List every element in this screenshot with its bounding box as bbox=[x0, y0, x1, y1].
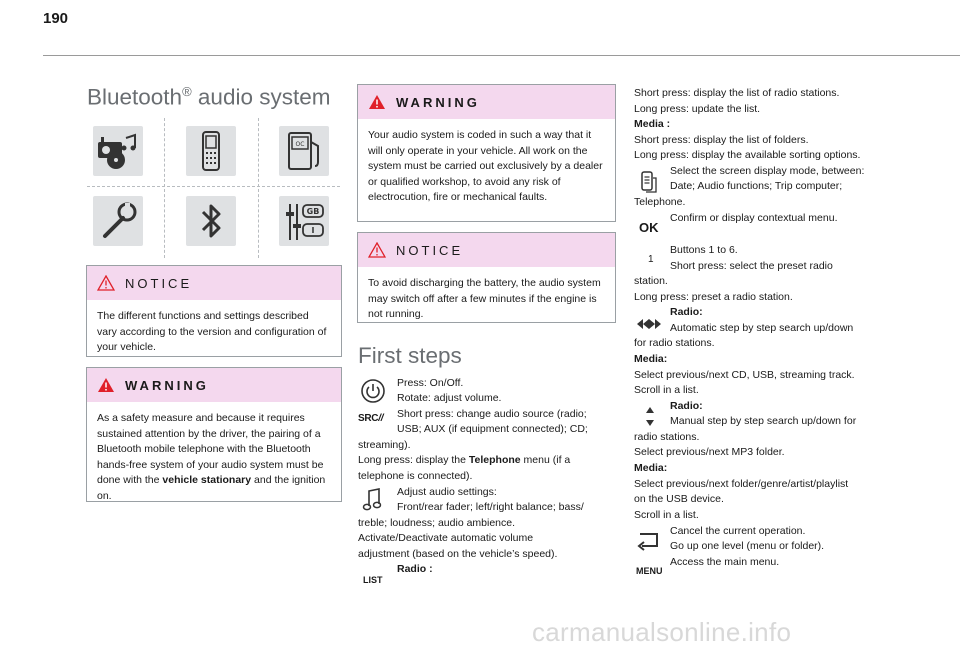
fs-line: Select previous/next MP3 folder. bbox=[634, 446, 785, 458]
warning-box-1 bbox=[86, 367, 342, 502]
header-rule bbox=[43, 55, 960, 56]
notice-label-1: NOTICE bbox=[125, 275, 193, 291]
back-arrow-icon bbox=[636, 530, 662, 552]
wrench-icon bbox=[93, 196, 143, 246]
section-title-main: Bluetooth bbox=[87, 84, 183, 110]
fs-bold: Telephone bbox=[468, 454, 521, 466]
phone-icon bbox=[186, 126, 236, 176]
fs-line: Access the main menu. bbox=[670, 556, 780, 568]
fs-line: Media: bbox=[634, 462, 668, 474]
fs-line: Go up one level (menu or folder). bbox=[670, 540, 825, 552]
fs-line: Telephone. bbox=[634, 196, 686, 208]
notice-text-1: The different functions and settings described vary according to the version and configuration of your vehicle. bbox=[97, 310, 327, 354]
fs-line: for radio stations. bbox=[634, 337, 715, 349]
notice-header-2 bbox=[358, 233, 615, 267]
fs-line: Media : bbox=[634, 118, 671, 130]
warning-triangle-icon bbox=[368, 94, 386, 110]
preset-1-icon: 1 bbox=[648, 254, 654, 265]
fs-line: Radio: bbox=[670, 400, 703, 412]
warning-text-1 bbox=[87, 402, 341, 513]
section-title bbox=[87, 84, 330, 111]
fs-line: Date; Audio functions; Trip computer; bbox=[670, 180, 843, 192]
fuel-pump-oc-label: OC bbox=[295, 141, 305, 148]
watermark: carmanualsonline.info bbox=[532, 617, 792, 647]
fs-line: telephone is connected). bbox=[358, 470, 473, 482]
fs-line: Cancel the current operation. bbox=[670, 525, 806, 537]
fs-line: Radio: bbox=[670, 306, 703, 318]
fs-line: Short press: display the list of radio stations. bbox=[634, 87, 840, 99]
fs-line: Automatic step by step search up/down bbox=[670, 322, 854, 334]
fs-line: Short press: display the list of folders. bbox=[634, 134, 809, 146]
notice-box-1 bbox=[86, 265, 342, 357]
section-title-rest: audio system bbox=[191, 84, 331, 110]
registered-mark: ® bbox=[182, 84, 192, 99]
ok-button-icon: OK bbox=[639, 220, 659, 235]
src-icon-slashes: // bbox=[378, 413, 384, 424]
warning-text-1c: and the ignition on. bbox=[97, 474, 326, 502]
fs-line: radio stations. bbox=[634, 431, 700, 443]
gb-label: GB bbox=[306, 207, 320, 216]
fs-line: Rotate: adjust volume. bbox=[397, 392, 502, 404]
radio-cd-icon bbox=[93, 126, 143, 176]
audio-settings-icon bbox=[279, 196, 329, 246]
fs-line: on the USB device. bbox=[634, 493, 724, 505]
fs-line: Scroll in a list. bbox=[634, 384, 699, 396]
fs-line: Activate/Deactivate automatic volume bbox=[358, 532, 534, 544]
fs-line: Media: bbox=[634, 353, 668, 365]
warning-text-1a: As a safety measure and because it requires sustained attention by the driver, the pairing of a Bluetooth mobile telephone with the Bluetooth hands-free system of your audio system must be done with the bbox=[97, 412, 324, 487]
fs-line: Short press: change audio source (radio; bbox=[397, 408, 587, 420]
fs-line: Long press: display the available sorting options. bbox=[634, 149, 861, 161]
notice-label-2: NOTICE bbox=[396, 242, 464, 258]
warning-header-1 bbox=[87, 368, 341, 402]
grid-divider-vertical-1 bbox=[164, 118, 165, 258]
notice-triangle-icon bbox=[368, 242, 386, 258]
fs-line: streaming). bbox=[358, 439, 411, 451]
src-button-icon bbox=[358, 413, 383, 424]
bluetooth-icon bbox=[186, 196, 236, 246]
grid-divider-horizontal bbox=[87, 186, 340, 187]
fs-line: Confirm or display contextual menu. bbox=[670, 212, 838, 224]
warning-triangle-icon bbox=[97, 377, 115, 393]
fs-line: USB; AUX (if equipment connected); CD; bbox=[397, 423, 588, 435]
up-down-arrows-icon bbox=[645, 405, 655, 429]
fs-line: adjustment (based on the vehicle’s speed). bbox=[358, 548, 558, 560]
list-button-icon: LIST bbox=[363, 575, 383, 585]
i-label: I bbox=[311, 226, 315, 235]
fs-line: Short press: select the preset radio bbox=[670, 260, 833, 272]
warning-box-2 bbox=[357, 84, 616, 222]
fs-line: Front/rear fader; left/right balance; bass/ bbox=[397, 501, 584, 513]
notice-triangle-icon bbox=[97, 275, 115, 291]
warning-label-2: WARNING bbox=[396, 94, 480, 110]
warning-header-2 bbox=[358, 85, 615, 119]
music-note-icon bbox=[362, 487, 382, 513]
menu-button-icon: MENU bbox=[636, 566, 663, 576]
fs-line: Long press: update the list. bbox=[634, 103, 761, 115]
fs-text: Long press: display the bbox=[358, 454, 469, 466]
fs-line: Select the screen display mode, between: bbox=[670, 165, 865, 177]
fs-line: station. bbox=[634, 275, 668, 287]
fs-line: Manual step by step search up/down for bbox=[670, 415, 857, 427]
fs-line: Long press: preset a radio station. bbox=[634, 291, 793, 303]
grid-divider-vertical-2 bbox=[258, 118, 259, 258]
warning-text-2: Your audio system is coded in such a way that it will only operate in your vehicle. All work on the system must be carried out exclusively by a dealer or qualified workshop, to avoid any risk of electrocution, fire or mechanical faults. bbox=[368, 129, 603, 204]
src-icon-label: SRC bbox=[358, 413, 379, 424]
fs-line: Scroll in a list. bbox=[634, 509, 699, 521]
notice-header-1 bbox=[87, 266, 341, 300]
fs-line bbox=[358, 453, 570, 469]
display-mode-icon bbox=[638, 170, 658, 194]
fs-line: Select previous/next CD, USB, streaming track. bbox=[634, 369, 855, 381]
fs-line: Select previous/next folder/genre/artist/playlist bbox=[634, 478, 849, 490]
fuel-pump-icon bbox=[279, 126, 329, 176]
fs-line: Adjust audio settings: bbox=[397, 486, 497, 498]
power-knob-icon bbox=[360, 378, 386, 404]
fs-line: Buttons 1 to 6. bbox=[670, 244, 738, 256]
fs-text: menu (if a bbox=[520, 454, 571, 466]
warning-label-1: WARNING bbox=[125, 377, 209, 393]
page-number: 190 bbox=[43, 10, 69, 27]
fs-line: treble; loudness; audio ambience. bbox=[358, 517, 516, 529]
notice-box-2 bbox=[357, 232, 616, 323]
warning-text-1-bold: vehicle stationary bbox=[162, 474, 252, 487]
notice-text-2: To avoid discharging the battery, the audio system may switch off after a few minutes if the engine is not running. bbox=[368, 277, 601, 321]
fs-line: Press: On/Off. bbox=[397, 377, 464, 389]
seek-arrows-icon bbox=[636, 318, 662, 330]
fs-line: Radio : bbox=[397, 563, 433, 575]
first-steps-title: First steps bbox=[358, 343, 462, 368]
